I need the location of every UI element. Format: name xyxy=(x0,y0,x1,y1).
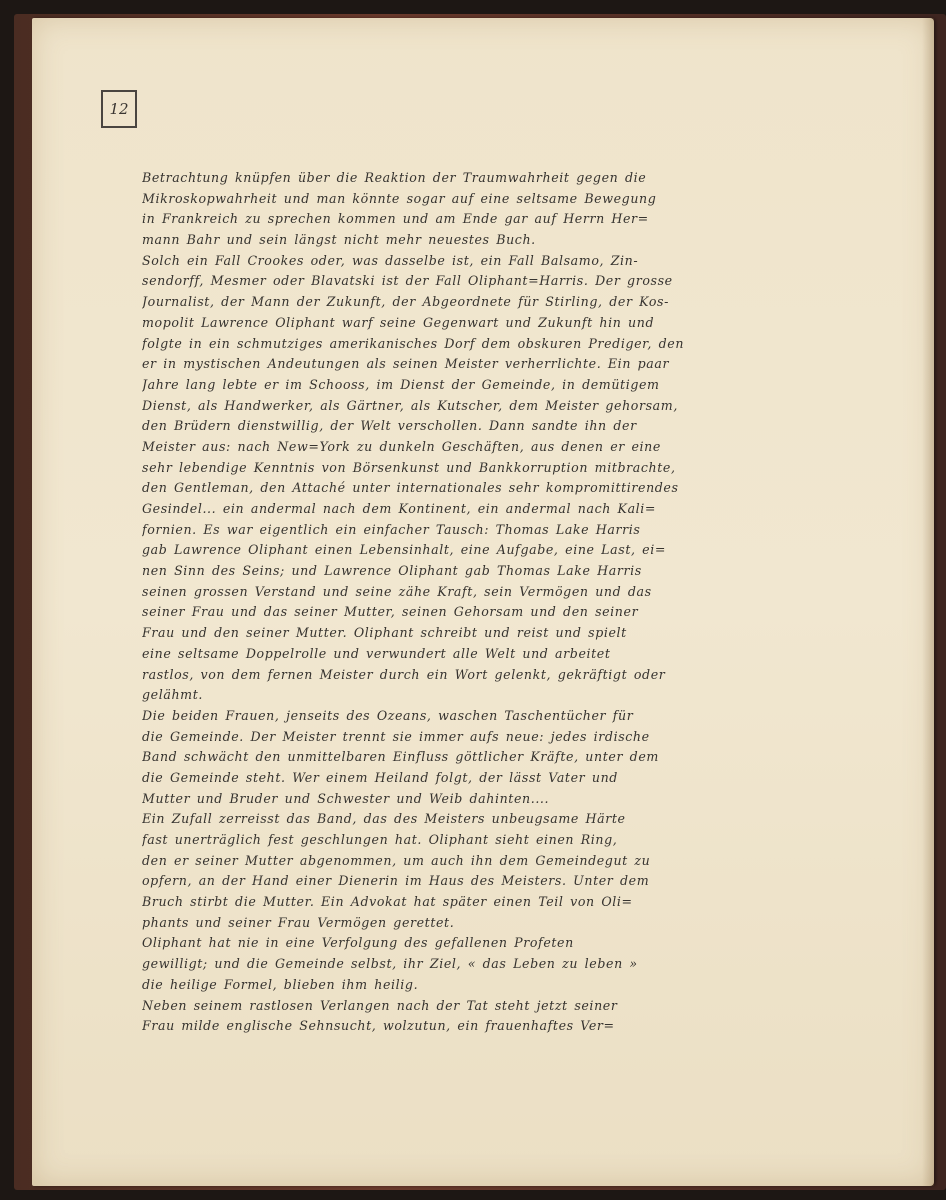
text-line: sendorff, Mesmer oder Blavatski ist der Fall Oliphant=Harris. Der grosse xyxy=(142,273,673,289)
text-line: rastlos, von dem fernen Meister durch ein Wort gelenkt, gekräftigt oder xyxy=(142,666,666,682)
text-line: in Frankreich zu sprechen kommen und am Ende gar auf Herrn Her= xyxy=(142,211,649,227)
text-line: gewilligt; und die Gemeinde selbst, ihr Ziel, « das Leben zu leben » xyxy=(142,956,638,972)
text-line: Frau milde englische Sehnsucht, wolzutun, ein frauenhaftes Ver= xyxy=(142,1018,615,1034)
text-line: seiner Frau und das seiner Mutter, seinen Gehorsam und den seiner xyxy=(142,604,639,620)
text-line: den Gentleman, den Attaché unter internationales sehr kompromittirendes xyxy=(142,480,679,496)
text-line: Ein Zufall zerreisst das Band, das des Meisters unbeugsame Härte xyxy=(142,811,626,827)
text-line: Bruch stirbt die Mutter. Ein Advokat hat später einen Teil von Oli= xyxy=(142,894,633,910)
text-line: Die beiden Frauen, jenseits des Ozeans, waschen Taschentücher für xyxy=(142,707,634,723)
text-line: Betrachtung knüpfen über die Reaktion der Traumwahrheit gegen die xyxy=(142,170,647,185)
text-line: er in mystischen Andeutungen als seinen Meister verherrlichte. Ein paar xyxy=(142,356,670,372)
text-line: die Gemeinde. Der Meister trennt sie immer aufs neue: jedes irdische xyxy=(142,728,650,744)
page-edge xyxy=(922,18,934,1186)
text-line: seinen grossen Verstand und seine zähe Kraft, sein Vermögen und das xyxy=(142,583,652,599)
text-line: eine seltsame Doppelrolle und verwundert alle Welt und arbeitet xyxy=(142,645,611,661)
text-line: sehr lebendige Kenntnis von Börsenkunst und Bankkorruption mitbrachte, xyxy=(142,459,676,475)
text-line: fornien. Es war eigentlich ein einfacher Tausch: Thomas Lake Harris xyxy=(142,521,641,537)
text-line: opfern, an der Hand einer Dienerin im Haus des Meisters. Unter dem xyxy=(142,873,650,889)
text-line: Mikroskopwahrheit und man könnte sogar auf eine seltsame Bewegung xyxy=(142,190,657,206)
text-line: gelähmt. xyxy=(142,687,203,703)
text-line: Oliphant hat nie in eine Verfolgung des gefallenen Profeten xyxy=(142,935,574,951)
page-number: 12 xyxy=(101,90,137,128)
text-line: Neben seinem rastlosen Verlangen nach der Tat steht jetzt seiner xyxy=(142,997,618,1013)
text-line: den Brüdern dienstwillig, der Welt verschollen. Dann sandte ihn der xyxy=(142,418,637,434)
text-line: phants und seiner Frau Vermögen gerettet. xyxy=(142,914,455,930)
text-line: die Gemeinde steht. Wer einem Heiland folgt, der lässt Vater und xyxy=(142,769,618,785)
text-line: Band schwächt den unmittelbaren Einfluss göttlicher Kräfte, unter dem xyxy=(142,749,659,765)
text-line: nen Sinn des Seins; und Lawrence Oliphant gab Thomas Lake Harris xyxy=(142,563,642,579)
text-line: Jahre lang lebte er im Schooss, im Dienst der Gemeinde, in demütigem xyxy=(142,376,660,392)
text-line: Journalist, der Mann der Zukunft, der Abgeordnete für Stirling, der Kos- xyxy=(142,294,669,310)
handwritten-text-block xyxy=(142,168,854,1037)
manuscript-page xyxy=(32,18,934,1186)
text-line: mopolit Lawrence Oliphant warf seine Gegenwart und Zukunft hin und xyxy=(142,314,655,330)
text-line: die heilige Formel, blieben ihm heilig. xyxy=(142,976,419,992)
text-line: mann Bahr und sein längst nicht mehr neuestes Buch. xyxy=(142,232,536,248)
text-line: fast unerträglich fest geschlungen hat. Oliphant sieht einen Ring, xyxy=(142,832,618,847)
text-line: Dienst, als Handwerker, als Gärtner, als Kutscher, dem Meister gehorsam, xyxy=(142,397,678,413)
text-line: den er seiner Mutter abgenommen, um auch ihn dem Gemeindegut zu xyxy=(142,852,651,868)
text-line: folgte in ein schmutziges amerikanisches Dorf dem obskuren Prediger, den xyxy=(142,335,685,351)
text-line: Frau und den seiner Mutter. Oliphant schreibt und reist und spielt xyxy=(142,625,627,641)
text-line: gab Lawrence Oliphant einen Lebensinhalt, eine Aufgabe, eine Last, ei= xyxy=(142,542,667,558)
text-line: Gesindel... ein andermal nach dem Kontinent, ein andermal nach Kali= xyxy=(142,501,657,516)
text-line: Solch ein Fall Crookes oder, was dasselbe ist, ein Fall Balsamo, Zin- xyxy=(142,252,639,268)
text-line: Mutter und Bruder und Schwester und Weib dahinten.... xyxy=(142,790,550,806)
text-line: Meister aus: nach New=York zu dunkeln Geschäften, aus denen er eine xyxy=(142,438,661,454)
